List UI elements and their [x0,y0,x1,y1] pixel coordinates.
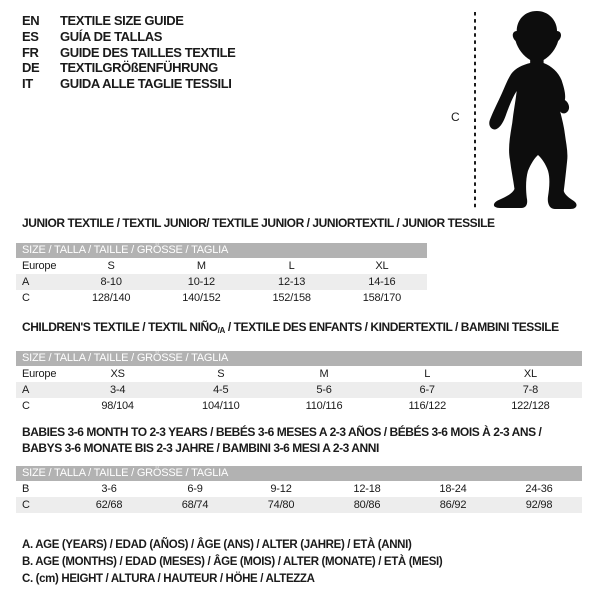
size-cell: XL [375,260,389,272]
lang-row-es [22,29,235,45]
size-cell: 92/98 [525,499,553,511]
babies-size-table [16,425,582,513]
children-title-pre: CHILDREN'S TEXTILE / TEXTIL NIÑO [22,320,218,334]
language-title-list [22,13,235,92]
measurement-legend [22,537,442,587]
table-row [16,274,427,290]
size-cell: 3-6 [101,483,117,495]
size-cell: 14-16 [368,276,396,288]
height-measure-figure [440,4,598,214]
row-label: C [22,400,30,412]
size-cell: 110/116 [305,400,343,412]
size-cell: 3-4 [109,384,126,396]
row-label: B [22,483,30,495]
row-label: C [22,499,30,511]
size-cell: 116/122 [408,400,446,412]
size-cell: M [319,368,329,380]
size-cell: 6-9 [187,483,203,495]
junior-size-table [16,216,495,306]
lang-label: GUÍA DE TALLAS [60,28,163,44]
table-row [16,398,582,414]
lang-label: TEXTILE SIZE GUIDE [60,13,184,28]
size-header-bar: SIZE / TALLA / TAILLE / GRÖSSE / TAGLIA [16,466,582,481]
baby-silhouette-path [489,11,576,209]
table-row [16,481,582,497]
size-cell: L [424,368,431,380]
size-cell: 4-5 [213,384,229,396]
size-cell: 12-13 [278,276,306,288]
size-cell: 7-8 [522,384,539,396]
size-cell: M [196,260,206,272]
babies-table-title [16,425,582,456]
children-title-sub: /A [217,326,225,335]
lang-code: ES [22,28,39,44]
size-cell: L [288,260,295,272]
legend-line-a: A. AGE (YEARS) / EDAD (AÑOS) / ÂGE (ANS) / ALTER (JAHRE) / ETÀ (ANNI) [22,539,412,551]
size-cell: 158/170 [362,292,402,304]
legend-line-c: C. (cm) HEIGHT / ALTURA / HAUTEUR / HÖHE / ALTEZZA [22,572,315,585]
lang-row-it [22,76,235,92]
size-cell: XS [110,368,125,380]
lang-code: EN [22,13,40,28]
lang-code: IT [22,76,33,92]
lang-code: FR [22,44,39,60]
lang-code: DE [22,60,40,76]
size-cell: 24-36 [525,483,553,495]
row-label: A [22,276,30,288]
size-cell: 12-18 [353,483,381,495]
size-cell: 68/74 [181,499,209,511]
size-cell: 6-7 [419,384,435,396]
size-cell: 62/68 [95,499,123,511]
lang-label: GUIDE DES TAILLES TEXTILE [60,44,236,60]
babies-title-line1: BABIES 3-6 MONTH TO 2-3 YEARS / BEBÉS 3-6 MESES A 2-3 AÑOS / BÉBÉS 3-6 MOIS À 2-3 ANS / [22,425,542,439]
size-cell: 80/86 [353,499,381,511]
size-cell: 9-12 [270,483,292,495]
table-row [16,382,582,398]
table-row [16,258,427,274]
babies-title-line2: BABYS 3-6 MONATE BIS 2-3 JAHRE / BAMBINI 3-6 MESI A 2-3 ANNI [22,440,379,455]
size-cell: 104/110 [202,400,240,412]
size-header-bar: SIZE / TALLA / TAILLE / GRÖSSE / TAGLIA [16,243,427,258]
size-cell: 122/128 [511,400,550,412]
children-table-title [16,320,582,338]
lang-label: TEXTILGRÖßENFÜHRUNG [60,60,218,76]
lang-row-fr [22,45,235,61]
row-label: A [22,384,30,396]
size-cell: S [217,368,225,380]
height-measure-label: C [451,110,460,124]
table-row [16,497,582,513]
table-row [16,290,427,306]
size-cell: 8-10 [100,276,122,288]
size-cell: 5-6 [316,384,332,396]
size-cell: 86/92 [439,499,467,511]
size-cell: 128/140 [91,292,131,304]
row-label: Europe [22,260,57,272]
lang-row-de [22,60,235,76]
row-label: Europe [22,368,57,380]
table-row [16,366,582,382]
lang-label: GUIDA ALLE TAGLIE TESSILI [60,76,232,92]
junior-table-title: JUNIOR TEXTILE / TEXTIL JUNIOR/ TEXTILE JUNIOR / JUNIORTEXTIL / JUNIOR TESSILE [22,216,495,230]
size-cell: 98/104 [101,400,134,412]
lang-row-en [22,13,235,29]
size-cell: XL [523,368,537,380]
baby-silhouette-icon [440,4,598,214]
legend-line-b: B. AGE (MONTHS) / EDAD (MESES) / ÂGE (MOIS) / ALTER (MONATE) / ETÀ (MESI) [22,555,443,568]
row-label: C [22,292,30,304]
children-title-post: / TEXTILE DES ENFANTS / KINDERTEXTIL / BAMBINI TESSILE [224,320,559,334]
size-cell: S [107,260,115,272]
size-cell: 140/152 [182,292,221,304]
children-size-table [16,320,582,414]
size-cell: 18-24 [439,483,467,495]
size-cell: 74/80 [267,499,295,511]
size-header-bar: SIZE / TALLA / TAILLE / GRÖSSE / TAGLIA [16,351,582,366]
size-cell: 152/158 [272,292,311,304]
size-cell: 10-12 [187,276,215,288]
